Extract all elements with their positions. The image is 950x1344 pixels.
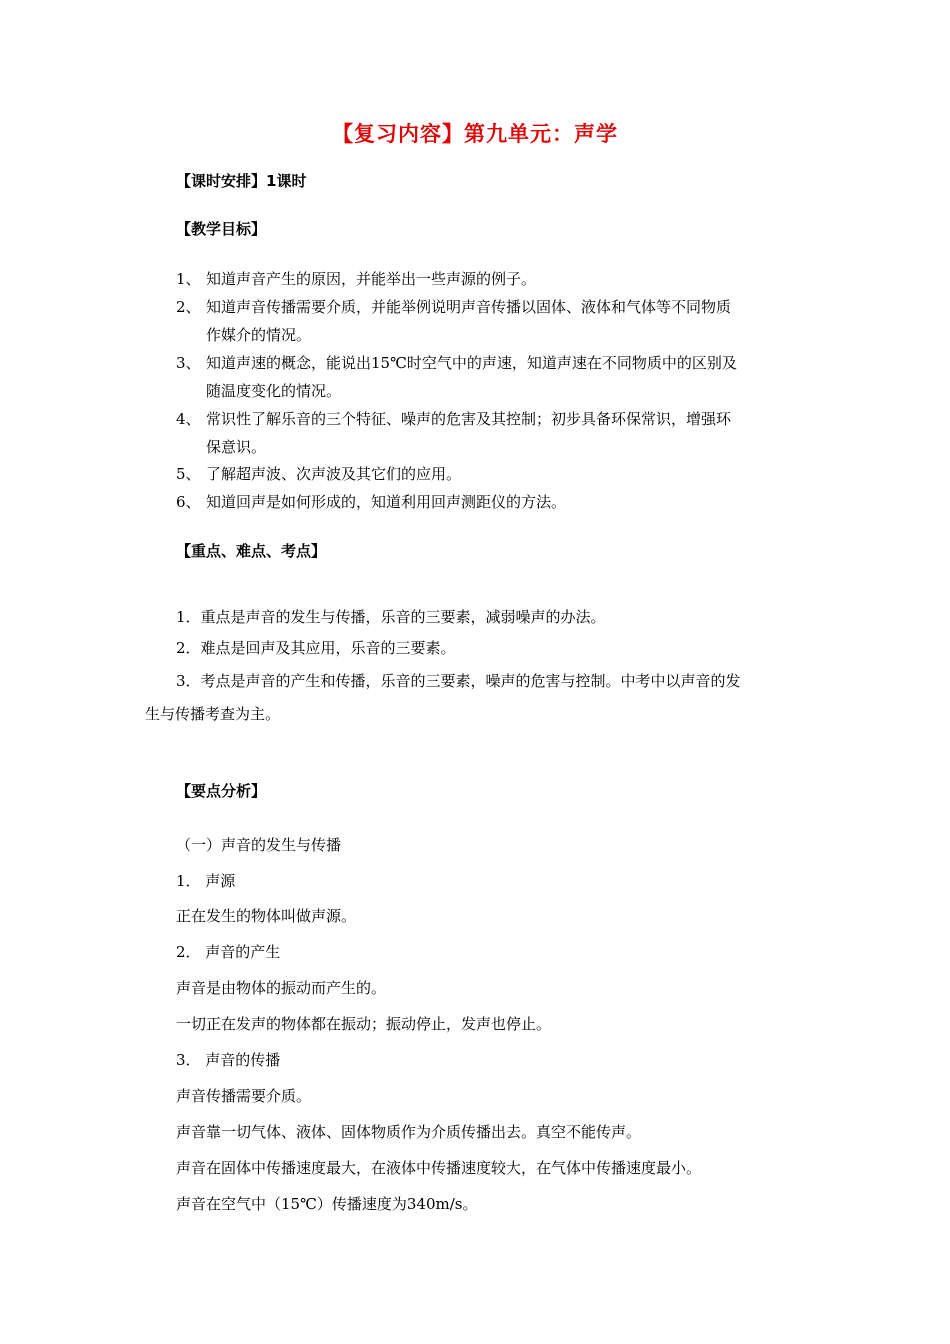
- goal-text-cont: 作媒介的情况。: [206, 326, 312, 344]
- goal-number: 3、: [176, 354, 201, 372]
- goal-text: 知道回声是如何形成的，知道利用回声测距仪的方法。: [206, 493, 567, 511]
- goal-text: 常识性了解乐音的三个特征、噪声的危害及其控制；初步具备环保常识，增强环: [206, 410, 732, 428]
- analysis-line: 一切正在发声的物体都在振动；振动停止，发声也停止。: [176, 1015, 552, 1033]
- goal-text: 了解超声波、次声波及其它们的应用。: [206, 465, 462, 483]
- analysis-line: 正在发生的物体叫做声源。: [176, 907, 357, 925]
- keypoints-heading: 【重点、难点、考点】: [176, 542, 327, 560]
- analysis-topic: 3． 声音的传播: [176, 1051, 281, 1069]
- analysis-line: 声音在空气中（15℃）传播速度为340m/s。: [176, 1195, 478, 1213]
- goal-text-cont: 随温度变化的情况。: [206, 382, 342, 400]
- analysis-topic: 2． 声音的产生: [176, 943, 281, 961]
- analysis-topic: 1． 声源: [176, 872, 236, 890]
- schedule-line: [176, 170, 306, 191]
- keypoint-item-cont: 生与传播考查为主。: [145, 705, 281, 723]
- keypoint-item: 1．重点是声音的发生与传播，乐音的三要素，减弱噪声的办法。: [176, 608, 606, 626]
- goal-text-cont: 保意识。: [206, 438, 267, 456]
- goal-number: 1、: [176, 270, 201, 288]
- goal-number: 2、: [176, 298, 201, 316]
- keypoint-item: 2．难点是回声及其应用，乐音的三要素。: [176, 639, 456, 657]
- goal-number: 5、: [176, 465, 201, 483]
- analysis-line: 声音靠一切气体、液体、固体物质作为介质传播出去。真空不能传声。: [176, 1123, 642, 1141]
- goal-text: 知道声速的概念，能说出15℃时空气中的声速，知道声速在不同物质中的区别及: [206, 354, 737, 372]
- analysis-line: 声音是由物体的振动而产生的。: [176, 979, 387, 997]
- page-title: 【复习内容】第九单元：声学: [332, 122, 618, 146]
- analysis-heading: 【要点分析】: [176, 782, 267, 800]
- goal-text: 知道声音传播需要介质，并能举例说明声音传播以固体、液体和气体等不同物质: [206, 298, 732, 316]
- goal-number: 4、: [176, 410, 201, 428]
- goals-heading: 【教学目标】: [176, 220, 267, 238]
- analysis-line: 声音传播需要介质。: [176, 1087, 312, 1105]
- goal-text: 知道声音产生的原因，并能举出一些声源的例子。: [206, 270, 537, 288]
- analysis-subheading: （一）声音的发生与传播: [176, 836, 342, 854]
- schedule-value: 1课时: [266, 172, 307, 190]
- analysis-line: 声音在固体中传播速度最大，在液体中传播速度较大，在气体中传播速度最小。: [176, 1159, 702, 1177]
- keypoint-item: 3．考点是声音的产生和传播，乐音的三要素，噪声的危害与控制。中考中以声音的发: [176, 672, 741, 690]
- goal-number: 6、: [176, 493, 201, 511]
- schedule-label: 【课时安排】: [176, 172, 267, 190]
